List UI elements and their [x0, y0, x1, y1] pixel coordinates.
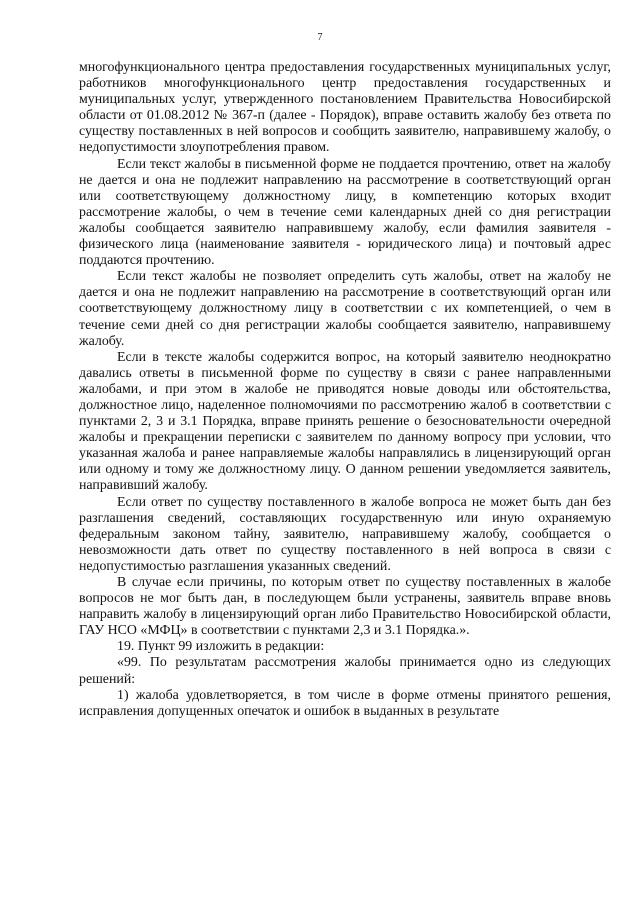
paragraph-continuation: многофункционального центра предоставления государственных муниципальных услуг, работников многофункционального центр предоставления государственных и муниципальных услуг, утвержденного постановлением Правительства Новосибирской области от 01.08.2012 № 367-п (далее - Порядок), вправе оставить жалобу без ответа по существу поставленных в ней вопросов и сообщить заявителю, направившему жалобу, о недопустимости злоупотребления правом.: [79, 60, 611, 156]
page-number: 7: [317, 32, 323, 43]
paragraph-undefined-essence: Если текст жалобы не позволяет определить суть жалобы, ответ на жалобу не дается и она не подлежит направлению на рассмотрение в соответствующий орган или соответствующему должностному лицу в соответствии с их компетенцией, о чем в течение семи дней со дня регистрации жалобы сообщается заявителю, направившему жалобу.: [79, 269, 611, 349]
paragraph-repeated-question: Если в тексте жалобы содержится вопрос, на который заявителю неоднократно давались ответы в письменной форме по существу в связи с ранее направленными жалобами, и при этом в жалобе не приводятся новые доводы или обстоятельства, должностное лицо, наделенное полномочиями по рассмотрению жалоб в соответствии с пунктами 2, 3 и 3.1 Порядка, вправе принять решение о безосновательности очередной жалобы и прекращении переписки с заявителем по данному вопросу при условии, что указанная жалоба и ранее направляемые жалобы направлялись в лицензирующий орган или одному и тому же должностному лицу. О данном решении уведомляется заявитель, направивший жалобу.: [79, 349, 611, 494]
paragraph-unreadable-complaint: Если текст жалобы в письменной форме не поддается прочтению, ответ на жалобу не дается и она не подлежит направлению на рассмотрение в соответствующий орган или соответствующему должностному лицу, в компетенцию которых входит рассмотрение жалобы, о чем в течение семи календарных дней со дня регистрации жалобы сообщается заявителю направившему жалобу, если фамилия заявителя - физического лица (наименование заявителя - юридического лица) и почтовый адрес поддаются прочтению.: [79, 156, 611, 269]
paragraph-item-99: «99. По результатам рассмотрения жалобы принимается одно из следующих решений:: [79, 655, 611, 687]
paragraph-secret-information: Если ответ по существу поставленного в жалобе вопроса не может быть дан без разглашения сведений, составляющих государственную или иную охраняемую федеральным законом тайну, заявителю, направившему жалобу, сообщается о невозможности дать ответ по существу поставленного в ней вопроса в связи с недопустимостью разглашения указанных сведений.: [79, 494, 611, 574]
document-body: [79, 60, 611, 720]
paragraph-reasons-removed: В случае если причины, по которым ответ по существу поставленных в жалобе вопросов не мог быть дан, в последующем были устранены, заявитель вправе вновь направить жалобу в лицензирующий орган либо Правительство Новосибирской области, ГАУ НСО «МФЦ» в соответствии с пунктами 2,3 и 3.1 Порядка.».: [79, 575, 611, 639]
paragraph-decision-1: 1) жалоба удовлетворяется, в том числе в форме отмены принятого решения, исправления допущенных опечаток и ошибок в выданных в результате: [79, 687, 611, 719]
paragraph-item-19: 19. Пункт 99 изложить в редакции:: [117, 639, 325, 655]
